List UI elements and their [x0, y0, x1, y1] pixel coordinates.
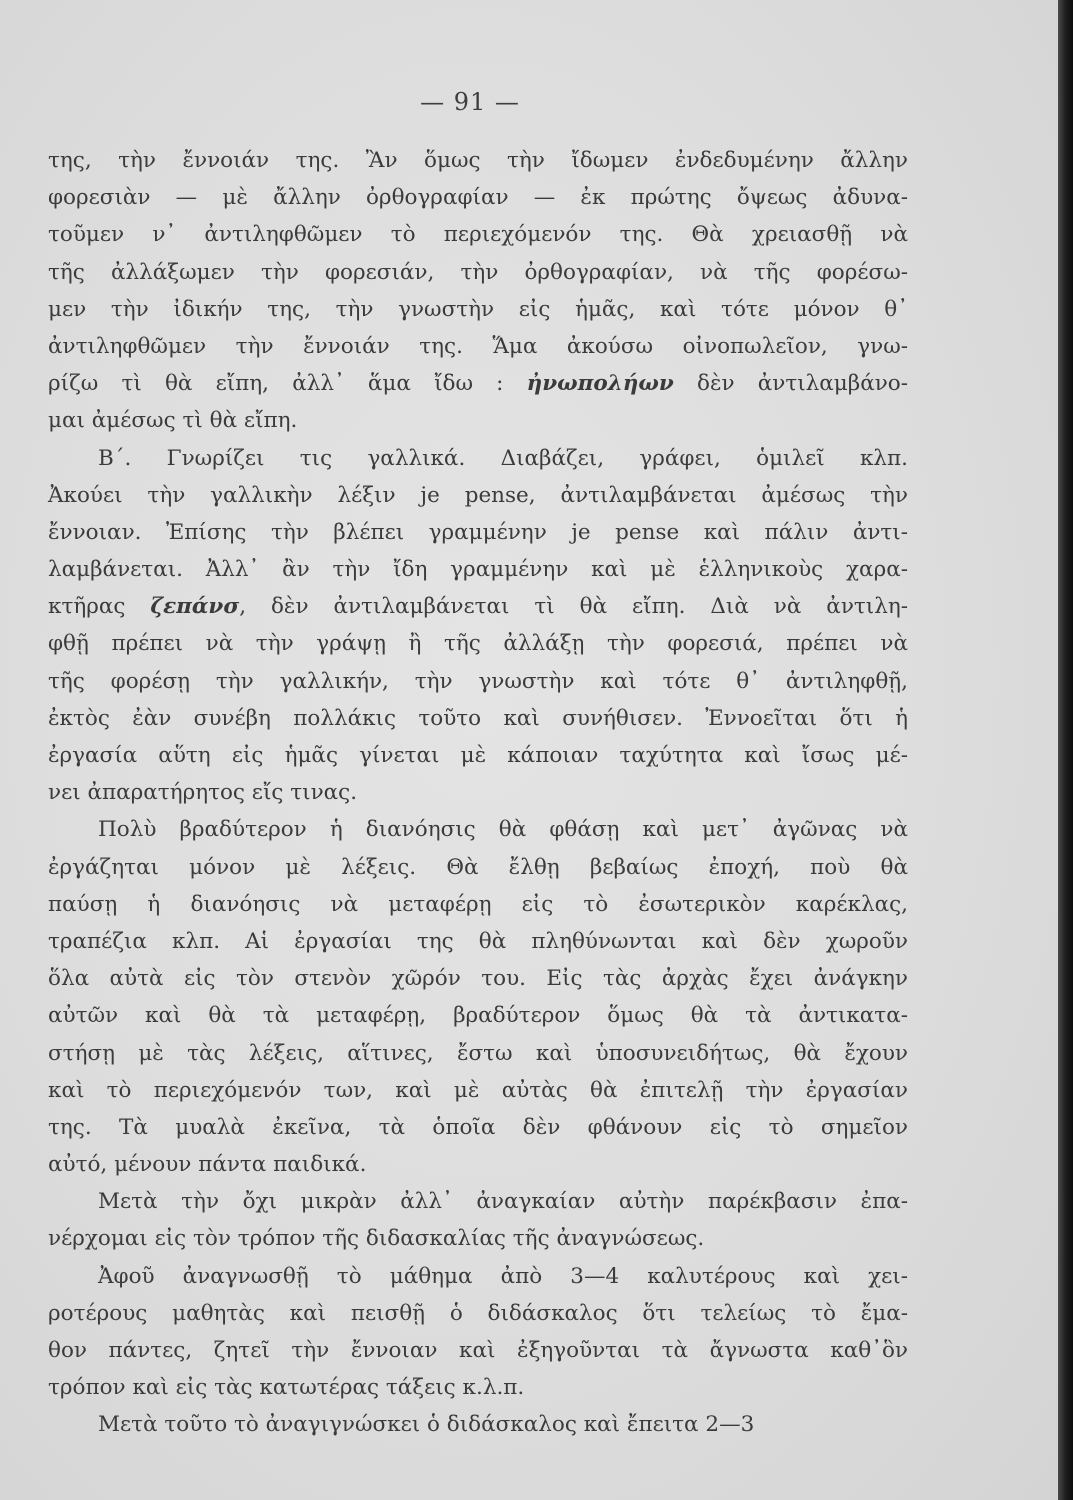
text-line: Πολὺ βραδύτερον ἡ διανόησις θὰ φθάσῃ καὶ μετ᾿ ἀγῶνας νὰ: [98, 817, 908, 843]
text-line: της. Τὰ μυαλὰ ἐκεῖνα, τὰ ὁποῖα δὲν φθάνουν εἰς τὸ σημεῖον: [48, 1114, 908, 1140]
text-line: Β΄. Γνωρίζει τις γαλλικά. Διαβάζει, γράφει, ὁμιλεῖ κλπ.: [98, 445, 908, 471]
text-line: κτῆρας ζεπάνσ, δὲν ἀντιλαμβάνεται τὶ θὰ εἴπη. Διὰ νὰ ἀντιλη-: [48, 594, 908, 620]
paragraph: [48, 1183, 908, 1257]
text-line: νει ἀπαρατήρητος εἴς τινας.: [48, 780, 358, 806]
text-line: τῆς φορέσῃ τὴν γαλλικήν, τὴν γνωστὴν καὶ τότε θ᾿ ἀντιληφθῇ,: [48, 668, 908, 694]
text-line: ρίζω τὶ θὰ εἴπη, ἀλλ᾿ ἅμα ἴδω : ἠνωπολήων δὲν ἀντιλαμβάνο-: [48, 371, 909, 397]
text-line: λαμβάνεται. Ἀλλ᾿ ἂν τὴν ἴδη γραμμένην καὶ μὲ ἑλληνικοὺς χαρα-: [48, 557, 908, 583]
text-line: φθῇ πρέπει νὰ τὴν γράψῃ ἢ τῆς ἀλλάξῃ τὴν φορεσιά, πρέπει νὰ: [48, 631, 908, 657]
body-text: [48, 142, 908, 1444]
text-line: ἐργάζηται μόνον μὲ λέξεις. Θὰ ἔλθῃ βεβαίως ἐποχή, ποὺ θὰ: [48, 854, 908, 880]
text-line: ἐκτὸς ἐὰν συνέβη πολλάκις τοῦτο καὶ συνήθισεν. Ἐννοεῖται ὅτι ἡ: [48, 705, 908, 731]
text-line: ἐργασία αὕτη εἰς ἡμᾶς γίνεται μὲ κάποιαν ταχύτητα καὶ ἴσως μέ-: [48, 743, 908, 768]
text-line: ἀντιληφθῶμεν τὴν ἔννοιάν της. Ἅμα ἀκούσω οἰνοπωλεῖον, γνω-: [48, 333, 908, 359]
text-line: ὅλα αὐτὰ εἰς τὸν στενὸν χῶρόν του. Εἰς τὰς ἀρχὰς ἔχει ἀνάγκην: [48, 966, 908, 992]
paragraph: [48, 1406, 908, 1443]
text-line: Μετὰ τοῦτο τὸ ἀναγιγνώσκει ὁ διδάσκαλος καὶ ἔπειτα 2—3: [98, 1412, 755, 1438]
text-line: παύσῃ ἡ διανόησις νὰ μεταφέρῃ εἰς τὸ ἐσωτερικὸν καρέκλας,: [48, 891, 908, 917]
text-line: μεν τὴν ἰδικήν της, τὴν γνωστὴν εἰς ἡμᾶς, καὶ τότε μόνον θ᾿: [48, 296, 908, 322]
text-line: τῆς ἀλλάξωμεν τὴν φορεσιάν, τὴν ὀρθογραφίαν, νὰ τῆς φορέσω-: [48, 259, 908, 285]
paragraph: [48, 1258, 908, 1407]
text-line: τρόπον καὶ εἰς τὰς κατωτέρας τάξεις κ.λ.π.: [48, 1375, 525, 1401]
text-line: νέρχομαι εἰς τὸν τρόπον τῆς διδασκαλίας τῆς ἀναγνώσεως.: [48, 1226, 705, 1252]
text-line: ἔννοιαν. Ἐπίσης τὴν βλέπει γραμμένην je pense καὶ πάλιν ἀντι-: [48, 519, 908, 545]
text-line: Μετὰ τὴν ὄχι μικρὰν ἀλλ᾿ ἀναγκαίαν αὐτὴν παρέκβασιν ἐπα-: [98, 1189, 908, 1215]
emphasized-word: ζεπάνσ: [150, 594, 240, 620]
text-line: τραπέζια κλπ. Αἱ ἐργασίαι της θὰ πληθύνωνται καὶ δὲν χωροῦν: [48, 928, 908, 954]
paragraph: [48, 811, 908, 1183]
text-line: μαι ἀμέσως τὶ θὰ εἴπη.: [48, 408, 298, 434]
text-line: στήσῃ μὲ τὰς λέξεις, αἵτινες, ἔστω καὶ ὑποσυνειδήτως, θὰ ἔχουν: [48, 1040, 908, 1066]
page-number: — 91 —: [420, 88, 520, 116]
text-line: θον πάντες, ζητεῖ τὴν ἔννοιαν καὶ ἐξηγοῦνται τὰ ἄγνωστα καθ᾿ὃν: [48, 1338, 908, 1363]
text-line: αὐτό, μένουν πάντα παιδικά.: [48, 1152, 367, 1178]
text-line: καὶ τὸ περιεχόμενόν των, καὶ μὲ αὐτὰς θὰ ἐπιτελῇ τὴν ἐργασίαν: [48, 1077, 908, 1103]
emphasized-word: ἠνωπολήων: [526, 371, 674, 397]
text-line: Ἀκούει τὴν γαλλικὴν λέξιν je pense, ἀντιλαμβάνεται ἀμέσως τὴν: [48, 482, 908, 508]
text-line: ροτέρους μαθητὰς καὶ πεισθῇ ὁ διδάσκαλος ὅτι τελείως τὸ ἔμα-: [48, 1300, 908, 1326]
text-line: Ἀφοῦ ἀναγνωσθῇ τὸ μάθημα ἀπὸ 3—4 καλυτέρους καὶ χει-: [98, 1263, 908, 1289]
paragraph: [48, 142, 908, 440]
text-line: αὐτῶν καὶ θὰ τὰ μεταφέρῃ, βραδύτερον ὅμως θὰ τὰ ἀντικατα-: [48, 1003, 908, 1029]
page-edge-shadow: [1058, 0, 1073, 1500]
text-line: της, τὴν ἔννοιάν της. Ἂν ὅμως τὴν ἴδωμεν ἐνδεδυμένην ἄλλην: [48, 148, 908, 173]
paragraph: [48, 440, 908, 812]
text-line: φορεσιὰν — μὲ ἄλλην ὀρθογραφίαν — ἐκ πρώτης ὄψεως ἀδυνα-: [48, 185, 908, 211]
text-line: τοῦμεν ν᾿ ἀντιληφθῶμεν τὸ περιεχόμενόν της. Θὰ χρειασθῇ νὰ: [48, 222, 908, 248]
